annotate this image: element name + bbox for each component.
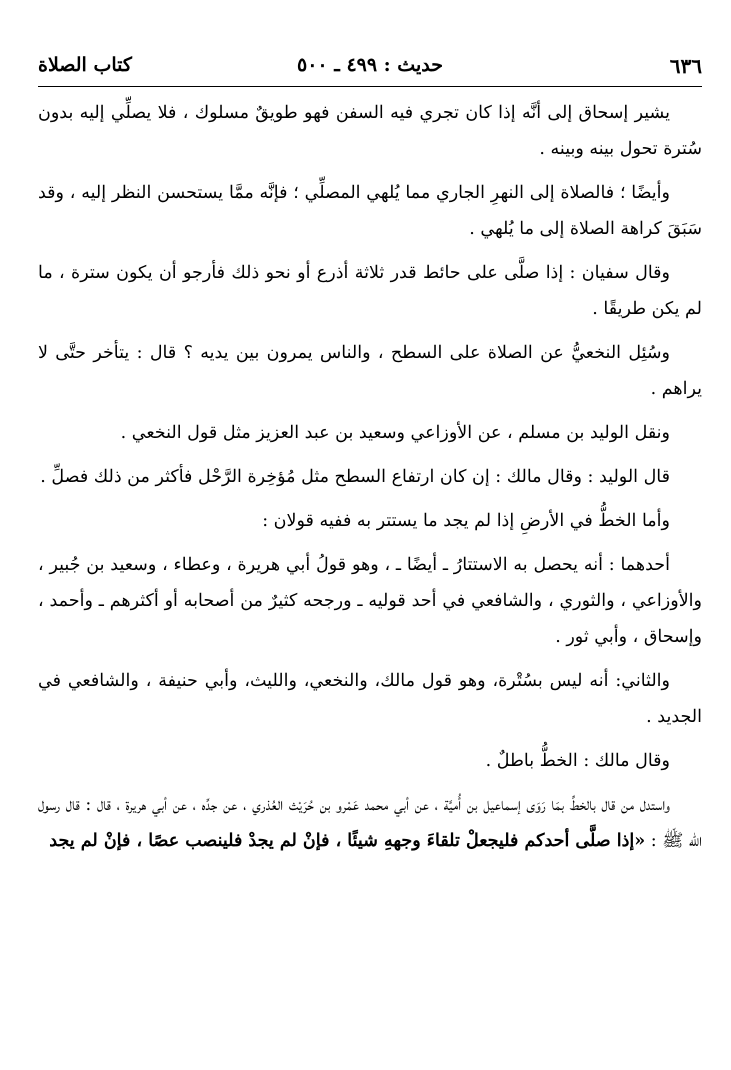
page-number: ٦٣٦: [669, 54, 702, 78]
book-page: [38, 40, 702, 1050]
hadith-quote: «إذا صلَّى أحدكم فليجعلْ تلقاءَ وجههِ شيئًا ، فإنْ لم يجدْ فلينصب عصًا ، فإنْ لم يجد: [49, 831, 646, 851]
page-header: [38, 40, 702, 86]
paragraph: وسُئِل النخعيُّ عن الصلاة على السطح ، والناس يمرون بين يديه ؟ قال : يتأخر حتَّى لا يراهم .: [38, 343, 702, 399]
paragraph: قال الوليد : وقال مالك : إن كان ارتفاع السطح مثل مُؤخِرة الرَّحْل فأكثر من ذلك فصلِّ .: [40, 467, 670, 487]
paragraph-last: [38, 787, 702, 859]
body-text: [38, 87, 702, 859]
paragraph: وقال سفيان : إذا صلَّى على حائط قدر ثلاثة أذرع أو نحو ذلك فأرجو أن يكون سترة ، ما لم يكن طريقًا .: [38, 263, 702, 319]
paragraph-text: واستدل من قال بالخطِّ بمَا رَوَى إسماعيل بن أُميَّة ، عن أبي محمد عَمْرو بن حُرَيْث العُذري ، عن جدِّه ، عن أبي هريرة ، قال : قال رسول الله ﷺ :: [38, 795, 702, 851]
paragraph: يشير إسحاق إلى أنَّه إذا كان تجري فيه السفن فهو طويقٌ مسلوك ، فلا يصلِّي إليه بدون سُترة تحول بينه وبينه .: [38, 103, 702, 159]
paragraph: والثاني: أنه ليس بسُتْرة، وهو قول مالك، والنخعي، والليث، وأبي حنيفة ، والشافعي في الجديد .: [38, 671, 702, 727]
paragraph: وقال مالك : الخطُّ باطلٌ .: [485, 751, 670, 771]
hadith-range: حديث : ٤٩٩ ـ ٥٠٠: [297, 54, 443, 76]
paragraph: أحدهما : أنه يحصل به الاستتارُ ـ أيضًا ـ ، وهو قولُ أبي هريرة ، وعطاء ، وسعيد بن جُبير ، والأوزاعي ، والثوري ، والشافعي في أحد قوليه ـ ورجحه كثيرٌ من أصحابه أو أكثرهم ـ وأحمد ، وإسحاق ، وأبي ثور .: [38, 555, 702, 647]
paragraph: ونقل الوليد بن مسلم ، عن الأوزاعي وسعيد بن عبد العزيز مثل قول النخعي .: [120, 423, 670, 443]
book-title: كتاب الصلاة: [38, 54, 132, 76]
paragraph: وأيضًا ؛ فالصلاة إلى النهرِ الجاري مما يُلهي المصلِّي ؛ فإنَّه ممَّا يستحسن النظر إليه ، وقد سَبَقَ كراهة الصلاة إلى ما يُلهي .: [38, 183, 702, 239]
paragraph: وأما الخطُّ في الأرضِ إذا لم يجد ما يستتر به ففيه قولان :: [262, 511, 670, 531]
